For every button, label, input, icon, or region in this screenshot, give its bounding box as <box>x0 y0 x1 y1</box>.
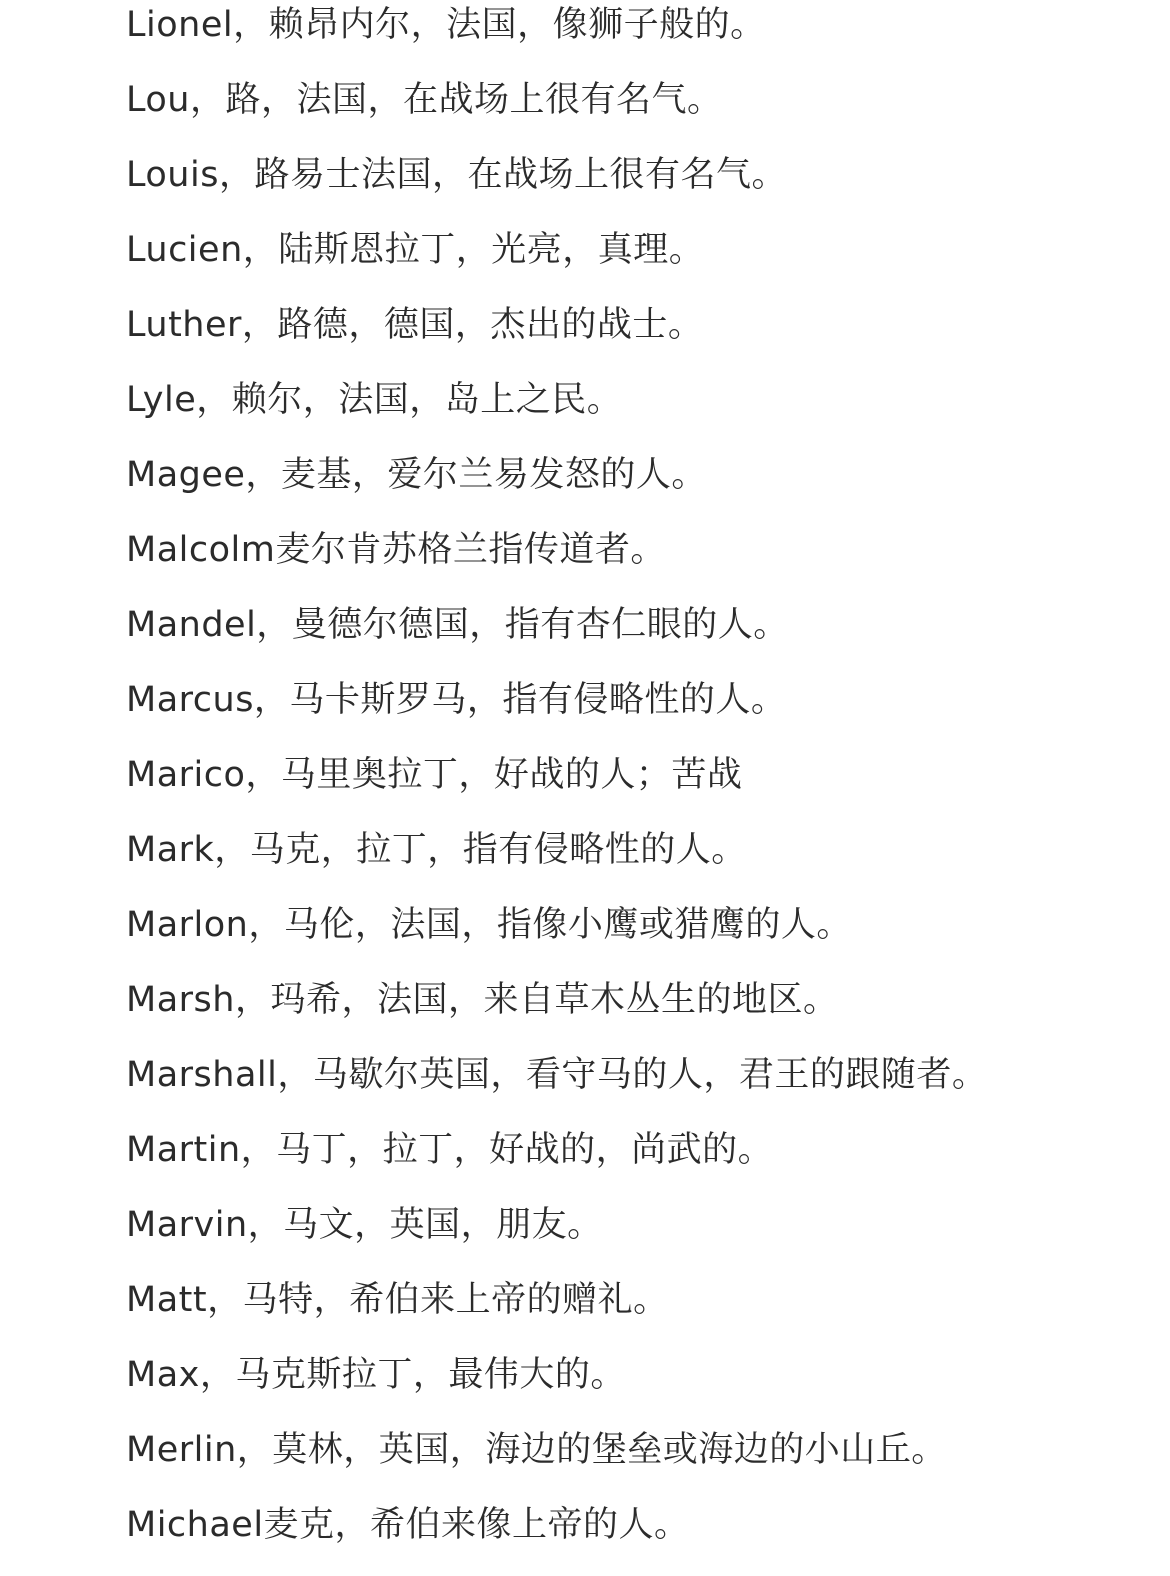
name-entry-merlin: Merlin，莫林，英国，海边的堡垒或海边的小山丘。 <box>126 1430 947 1470</box>
name-entry-marico: Marico，马里奥拉丁，好战的人；苦战 <box>126 755 743 795</box>
name-entry-marlon: Marlon，马伦，法国，指像小鹰或猎鹰的人。 <box>126 905 852 945</box>
name-entry-malcolm: Malcolm麦尔肯苏格兰指传道者。 <box>126 530 666 570</box>
name-entry-lucien: Lucien，陆斯恩拉丁，光亮，真理。 <box>126 230 705 270</box>
name-entry-marcus: Marcus，马卡斯罗马，指有侵略性的人。 <box>126 680 787 720</box>
name-entry-marsh: Marsh，玛希，法国，来自草木丛生的地区。 <box>126 980 839 1020</box>
name-entry-mark: Mark，马克，拉丁，指有侵略性的人。 <box>126 830 747 870</box>
name-entry-lionel: Lionel，赖昂内尔，法国，像狮子般的。 <box>126 5 766 45</box>
name-entry-louis: Louis，路易士法国，在战场上很有名气。 <box>126 155 787 195</box>
name-entry-mandel: Mandel，曼德尔德国，指有杏仁眼的人。 <box>126 605 789 645</box>
name-entry-martin: Martin，马丁，拉丁，好战的，尚武的。 <box>126 1130 774 1170</box>
name-entry-marvin: Marvin，马文，英国，朋友。 <box>126 1205 603 1245</box>
name-entry-max: Max，马克斯拉丁，最伟大的。 <box>126 1355 626 1395</box>
name-entry-lou: Lou，路，法国，在战场上很有名气。 <box>126 80 723 120</box>
name-entry-magee: Magee，麦基，爱尔兰易发怒的人。 <box>126 455 707 495</box>
name-entry-matt: Matt，马特，希伯来上帝的赠礼。 <box>126 1280 669 1320</box>
name-entry-marshall: Marshall，马歇尔英国，看守马的人，君王的跟随者。 <box>126 1055 988 1095</box>
name-entry-luther: Luther，路德，德国，杰出的战士。 <box>126 305 704 345</box>
name-list <box>126 0 987 1576</box>
name-entry-lyle: Lyle，赖尔，法国，岛上之民。 <box>126 380 623 420</box>
name-entry-michael: Michael麦克，希伯来像上帝的人。 <box>126 1505 690 1545</box>
